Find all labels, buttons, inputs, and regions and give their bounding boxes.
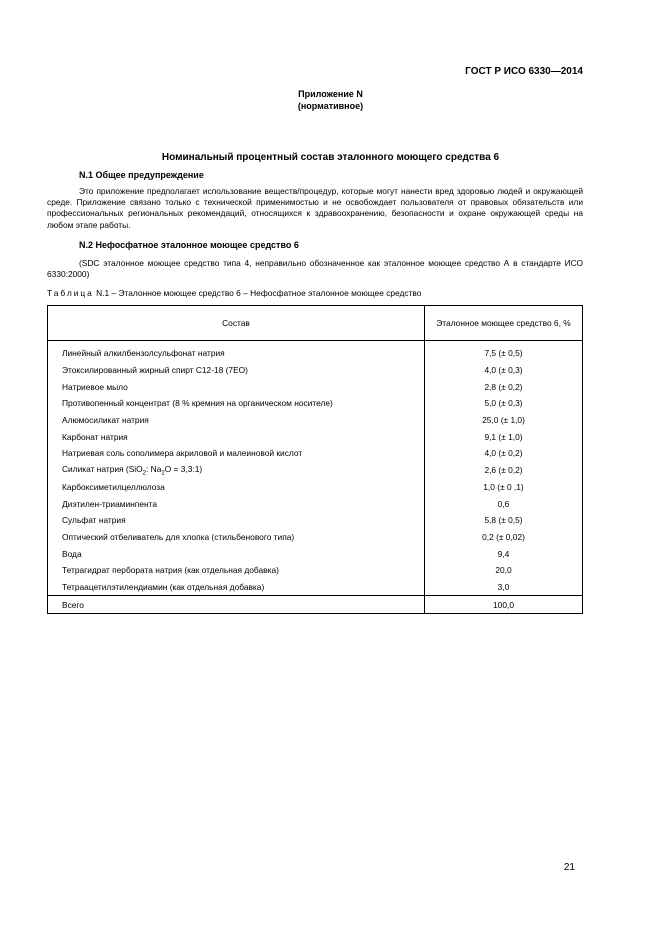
table-caption-prefix: Таблица [47,288,94,298]
component-percentage: 1,0 (± 0 ,1) [425,479,583,496]
table-row [48,562,583,579]
total-value: 100,0 [425,596,583,614]
table-row [48,579,583,596]
component-percentage: 0,2 (± 0,02) [425,529,583,546]
component-name-part: 2 [161,470,165,477]
component-percentage: 9,4 [425,545,583,562]
component-name-part: 2 [142,470,147,477]
component-percentage: 2,6 (± 0,2) [425,462,583,479]
component-name: Натриевое мыло [48,378,425,395]
section-2-text: (SDC эталонное моющее средство типа 4, неправильно обозначенное как эталонное моющее средство А в стандарте ИСО 6330:2000) [47,258,583,280]
component-percentage: 4,0 (± 0,3) [425,362,583,379]
appendix-title: Приложение N [298,89,363,99]
total-label: Всего [48,596,425,614]
section-1-heading: N.1 Общее предупреждение [79,170,204,180]
component-name: Тетраацетилэтилендиамин (как отдельная добавка) [48,579,425,596]
column-header-percentage: Эталонное моющее средство 6, % [425,306,583,341]
table-row [48,495,583,512]
table-row [48,512,583,529]
component-name: Этоксилированный жирный спирт С12-18 (7ЕО) [48,362,425,379]
composition-table [47,305,583,614]
table-row [48,428,583,445]
component-name: Сульфат натрия [48,512,425,529]
table-row [48,462,583,479]
section-1-text: Это приложение предполагает использование веществ/процедур, которые могут нанести вред здоровью людей и окружающей среде. Приложение связано только с технической применимостью и не освобождает пользователя от правовых обязательств или профессиональных региональных рекомендаций, относящихся к здравоохранению, безопасности и охране окружающей среды на любом этапе работы. [47,186,583,230]
table-caption-text: N.1 – Эталонное моющее средство 6 – Нефосфатное эталонное моющее средство [93,288,422,298]
component-name: Противопенный концентрат (8 % кремния на органическом носителе) [48,395,425,412]
component-percentage: 5,0 (± 0,3) [425,395,583,412]
column-header-composition: Состав [48,306,425,341]
component-name: Диэтилен-триаминпента [48,495,425,512]
document-title: Номинальный процентный состав эталонного моющего средства 6 [161,152,500,163]
section-2-heading: N.2 Нефосфатное эталонное моющее средство 6 [79,240,299,250]
table-body [48,341,583,614]
table-row [48,362,583,379]
table-row [48,445,583,462]
component-percentage: 20,0 [425,562,583,579]
component-percentage: 4,0 (± 0,2) [425,445,583,462]
appendix-heading [0,88,661,112]
component-percentage: 0,6 [425,495,583,512]
table-row [48,412,583,429]
component-percentage: 25,0 (± 1,0) [425,412,583,429]
table-row [48,395,583,412]
component-name-part: O = 3,3:1) [164,463,203,474]
component-name [48,462,425,479]
table-row [48,341,583,362]
table-row [48,545,583,562]
component-name-part: : Na [146,463,162,474]
component-name: Оптический отбеливатель для хлопка (стильбенового типа) [48,529,425,546]
page-number: 21 [563,862,575,873]
component-name: Тетрагидрат пербората натрия (как отдельная добавка) [48,562,425,579]
component-name: Линейный алкилбензолсульфонат натрия [48,341,425,362]
table-row [48,529,583,546]
component-name: Вода [48,545,425,562]
table-total-row [48,596,583,614]
table-row [48,378,583,395]
component-name: Алюмосиликат натрия [48,412,425,429]
component-name-part: Силикат натрия (SiO [62,463,143,474]
component-name: Натриевая соль сополимера акриловой и малеиновой кислот [48,445,425,462]
appendix-status: (нормативное) [297,101,364,111]
standard-code: ГОСТ Р ИСО 6330—2014 [465,66,583,77]
table-caption [47,288,421,298]
component-percentage: 2,8 (± 0,2) [425,378,583,395]
component-name: Карбоксиметилцеллюлоза [48,479,425,496]
component-percentage: 7,5 (± 0,5) [425,341,583,362]
table-row [48,479,583,496]
component-name: Карбонат натрия [48,428,425,445]
component-percentage: 3,0 [425,579,583,596]
component-percentage: 5,8 (± 0,5) [425,512,583,529]
component-percentage: 9,1 (± 1,0) [425,428,583,445]
table-header-row [48,306,583,341]
